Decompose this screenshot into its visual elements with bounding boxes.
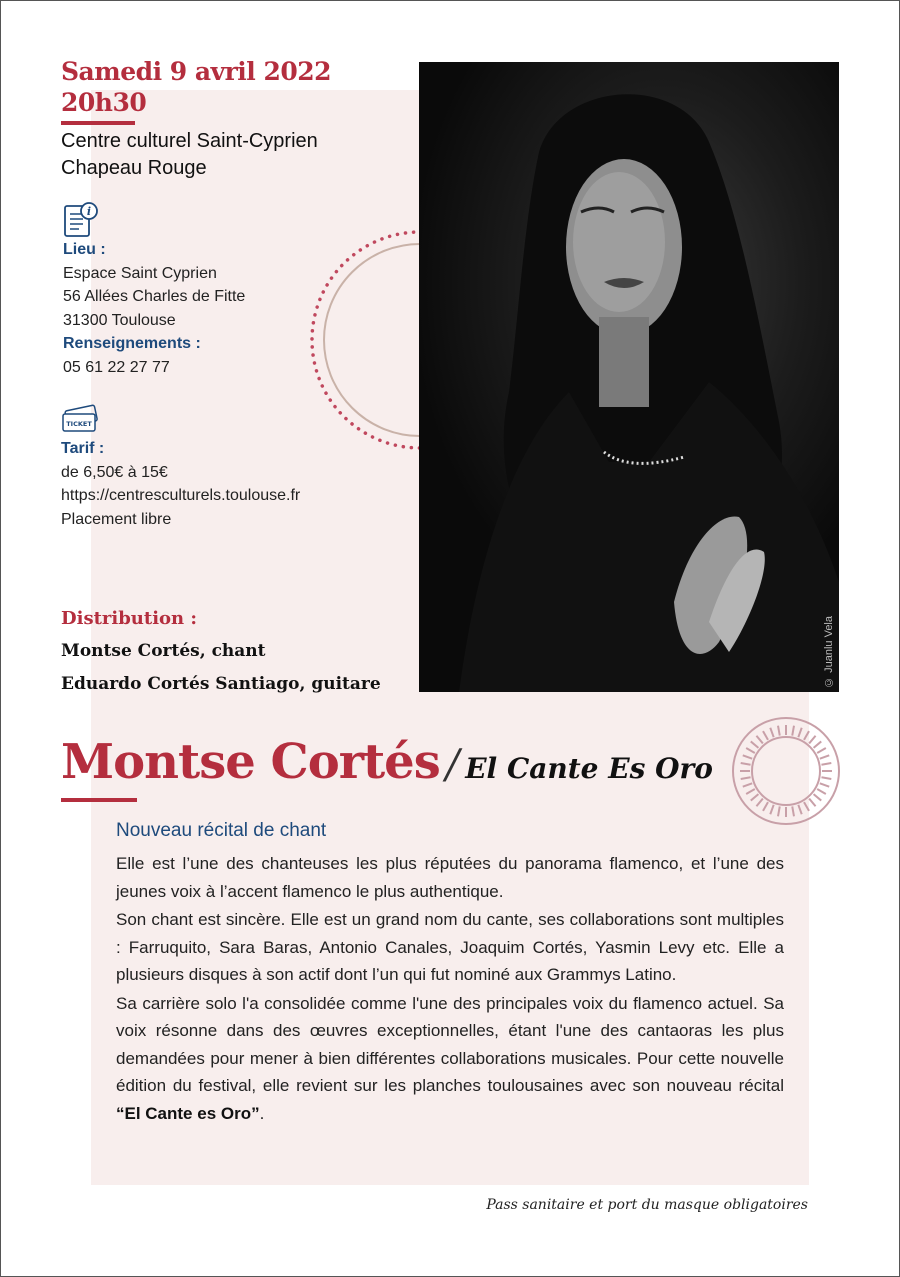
dial-tick: [804, 731, 809, 740]
artist-photo: [419, 62, 839, 692]
dial-tick: [817, 789, 826, 794]
dial-tick: [743, 755, 752, 758]
dial-tick: [741, 763, 751, 765]
dial-tick: [792, 806, 794, 816]
dial-tick: [809, 736, 815, 744]
distribution-label: Distribution :: [61, 608, 198, 629]
show-subheading: Nouveau récital de chant: [116, 820, 327, 841]
date-underline: [61, 121, 135, 125]
show-title: [61, 734, 713, 790]
tarif-price: de 6,50€ à 15€: [61, 463, 168, 481]
dial-tick: [809, 799, 815, 807]
dial-tick: [743, 783, 752, 786]
photo-credit: © Juanlu Vela: [823, 616, 835, 688]
dial-tick: [804, 802, 809, 811]
dial-tick: [817, 748, 826, 753]
distribution-member-1: Montse Cortés, chant: [61, 641, 266, 661]
event-date-block: [61, 56, 331, 118]
dial-tick: [770, 805, 773, 814]
lieu-line3: 31300 Toulouse: [63, 311, 176, 329]
dial-tick: [763, 802, 768, 811]
paragraph-3-end: .: [259, 1103, 265, 1123]
location-info: [63, 238, 245, 379]
event-time: 20h30: [61, 88, 147, 117]
paragraph-3: [116, 990, 784, 1128]
dial-tick: [792, 726, 794, 736]
dial-tick: [756, 736, 762, 744]
dial-tick: [814, 741, 822, 747]
lieu-line1: Espace Saint Cyprien: [63, 264, 217, 282]
renseignements-phone: 05 61 22 27 77: [63, 358, 170, 376]
venue-subname: Chapeau Rouge: [61, 157, 207, 179]
paragraph-2: Son chant est sincère. Elle est un grand nom du cante, ses collaborations sont multiples : Farruquito, Sara Baras, Antonio Canales, Joaquim Cortés, Yasmin Levy etc. Elle a plusieurs disques à son actif dont l’un qui fut nominé aux Grammys Latino.: [116, 910, 784, 984]
dial-tick: [770, 728, 773, 737]
decorative-dial: [728, 713, 844, 829]
dial-tick: [746, 748, 755, 753]
dial-tick: [763, 731, 768, 740]
title-underline: [61, 798, 137, 802]
artist-portrait-illustration: [419, 62, 839, 692]
tarif-placement: Placement libre: [61, 510, 172, 528]
dial-tick: [778, 726, 780, 736]
description: [116, 820, 784, 1128]
event-date: Samedi 9 avril 2022: [61, 57, 332, 86]
sanitary-notice: Pass sanitaire et port du masque obligatoires: [486, 1197, 808, 1213]
dial-tick: [798, 805, 801, 814]
renseignements-label: Renseignements :: [63, 335, 201, 352]
ticket-icon-text: TICKET: [66, 420, 92, 428]
tarif-label: Tarif :: [61, 440, 105, 457]
dial-tick: [778, 806, 780, 816]
dial-tick: [756, 799, 762, 807]
dial-tick: [741, 777, 751, 779]
dial-tick: [746, 789, 755, 794]
tarif-info: [61, 437, 300, 531]
lieu-label: Lieu :: [63, 241, 106, 258]
show-name: El Cante Es Oro: [465, 752, 713, 785]
dial-tick: [821, 777, 831, 779]
distribution-member-2: Eduardo Cortés Santiago, guitare: [61, 674, 381, 694]
dial-tick: [820, 755, 829, 758]
dial-tick: [751, 794, 759, 800]
artist-name: Montse Cortés: [61, 734, 440, 790]
dial-tick: [820, 783, 829, 786]
venue-name: Centre culturel Saint-Cyprien: [61, 130, 318, 152]
paragraph-1: Elle est l’une des chanteuses les plus réputées du panorama flamenco, et l’une des jeunes voix à l’accent flamenco le plus authentique.: [116, 854, 784, 901]
svg-text:i: i: [86, 205, 92, 218]
tarif-url[interactable]: https://centresculturels.toulouse.fr: [61, 487, 301, 504]
dial-tick: [751, 741, 759, 747]
title-separator: /: [445, 742, 460, 788]
dial-tick: [814, 794, 822, 800]
paragraph-3-recital-title: “El Cante es Oro”: [116, 1103, 260, 1123]
dial-tick: [798, 728, 801, 737]
dial-tick: [821, 763, 831, 765]
paragraph-3-text: Sa carrière solo l'a consolidée comme l'une des principales voix du flamenco actuel. Sa voix résonne dans des œuvres exceptionnelles, étant l'une des cantaoras les plus demandées pour mener à bien différentes collaborations musicales. Pour cette nouvelle édition du festival, elle revient sur les planches toulousaines avec son nouveau récital: [116, 993, 784, 1095]
lieu-line2: 56 Allées Charles de Fitte: [63, 288, 246, 305]
venue-block: [61, 128, 318, 182]
